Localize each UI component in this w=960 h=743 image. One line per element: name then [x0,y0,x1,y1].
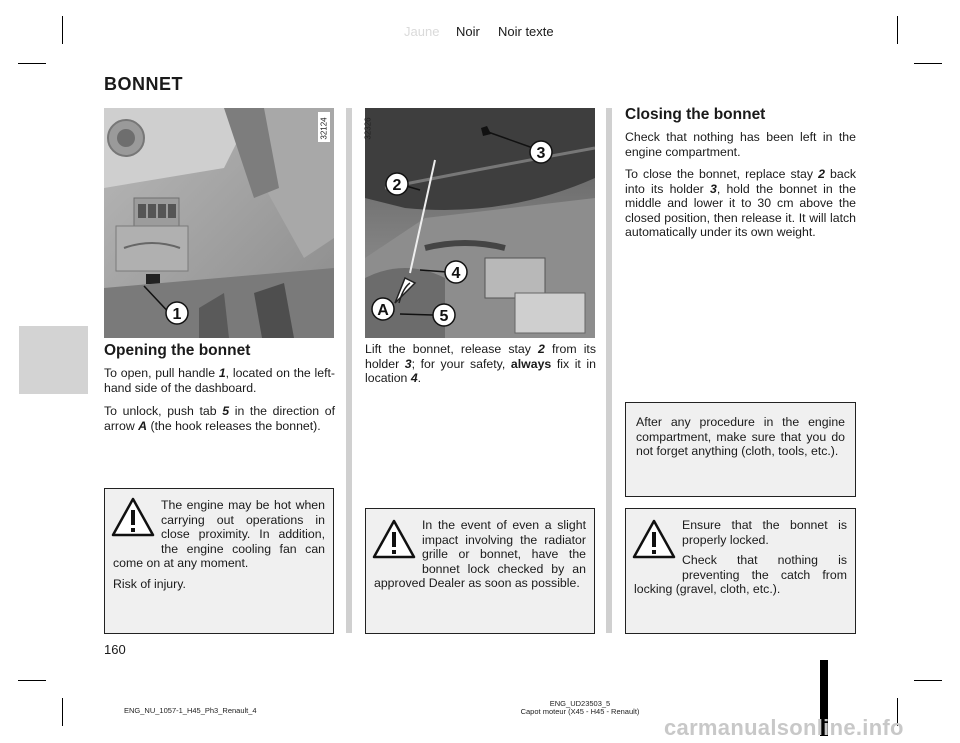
warning-text: In the event of even a slight impact involving the radiator grille or bonnet, have the bonnet lock checked by an approved Dealer as soon as possible. [374,518,586,590]
warning-box-locked [625,508,856,634]
warning-triangle-icon [111,497,155,537]
color-label-noir: Noir [456,24,480,39]
warning-triangle-icon [372,519,416,559]
crop-mark [18,63,46,64]
opening-paragraph-2: To unlock, push tab 5 in the direction of arrow A (the hook releases the bonnet). [104,404,335,433]
section-heading-opening: Opening the bonnet [104,342,251,359]
callout-2: 2 [392,177,402,194]
closing-paragraph-1: Check that nothing has been left in the engine compartment. [625,130,856,159]
footer-left: ENG_NU_1057-1_H45_Ph3_Renault_4 [124,706,257,715]
engine-photo [365,108,595,338]
warning-text: Ensure that the bonnet is properly locked. Check that nothing is preventing the catch from locking (gravel, cloth, etc.). [634,518,847,596]
section-tab [19,326,88,394]
footer-center-code: ENG_UD23503_5 [549,699,611,708]
color-label-jaune: Jaune [404,24,440,39]
callout-1: 1 [172,306,182,323]
page-number: 160 [104,642,126,657]
column-separator [346,108,352,633]
callout-4: 4 [451,265,461,282]
photo-ref: 32124 [319,117,329,140]
crop-mark [914,680,942,681]
warning-box-hot-engine [104,488,334,634]
crop-mark [18,680,46,681]
lift-paragraph: Lift the bonnet, release stay 2 from its holder 3; for your safety, always fix it in location 4. [365,342,596,385]
section-heading-closing: Closing the bonnet [625,106,766,123]
note-text: After any procedure in the engine compartment, make sure that you do not forget anything (cloth, tools, etc.). [636,415,845,458]
opening-paragraph-1: To open, pull handle 1, located on the left-hand side of the dashboard. [104,366,335,395]
warning-text: The engine may be hot when carrying out operations in close proximity. In addition, the engine cooling fan can come on at any moment. Risk of injury. [113,498,325,591]
warning-box-impact [365,508,595,634]
callout-3: 3 [536,145,546,162]
crop-mark [62,698,63,726]
crop-mark [914,63,942,64]
crop-mark [897,16,898,44]
photo-ref: 32326 [363,117,373,140]
crop-mark [62,16,63,44]
color-label-noir-texte: Noir texte [498,24,554,39]
callout-5: 5 [439,308,449,325]
callout-A: A [377,302,389,319]
closing-paragraph-2: To close the bonnet, replace stay 2 back into its holder 3, hold the bonnet in the middle and lower it to 30 cm above the closed position, then release it. It will latch automatically under its own weight. [625,167,856,239]
note-box [625,402,856,497]
column-separator [606,108,612,633]
dashboard-photo [104,108,334,338]
watermark: carmanualsonline.info [664,715,904,740]
warning-triangle-icon [632,519,676,559]
footer-center-title: Capot moteur (X45 - H45 - Renault) [520,707,640,716]
page-title: BONNET [104,74,183,94]
